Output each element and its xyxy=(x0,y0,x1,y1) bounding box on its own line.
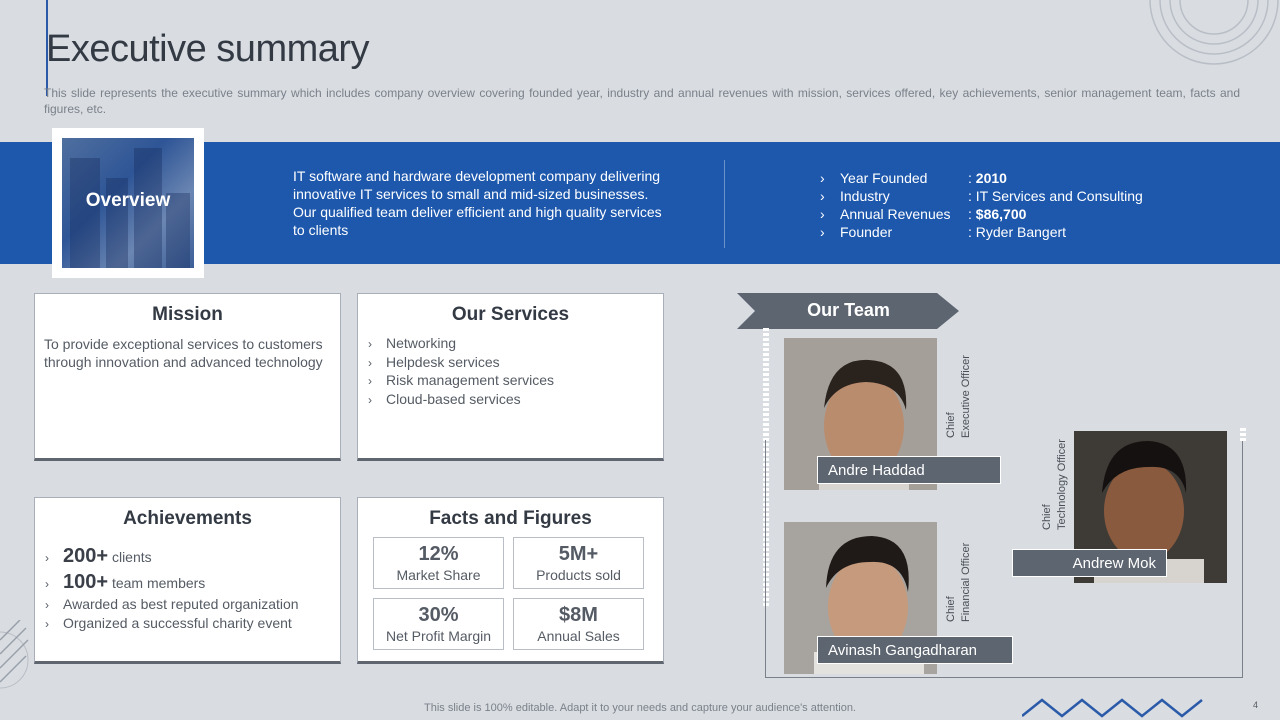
chevron-right-icon: › xyxy=(368,355,372,370)
figure-label: Net Profit Margin xyxy=(385,628,492,644)
role-line: Chief xyxy=(945,412,957,438)
services-list xyxy=(368,335,554,409)
fact-value-text: $86,700 xyxy=(975,206,1027,222)
fact-key: Annual Revenues xyxy=(840,206,951,222)
facts-figures-card xyxy=(357,497,664,664)
figure-value: $8M xyxy=(559,604,598,626)
chevron-right-icon: › xyxy=(45,598,49,612)
achievements-list xyxy=(45,544,299,633)
figure-box-annual-sales xyxy=(513,598,644,650)
achievement-text: Awarded as best reputed organization xyxy=(63,596,299,612)
role-line: Chief xyxy=(1041,504,1053,530)
overview-label: Overview xyxy=(85,190,171,211)
list-item xyxy=(45,615,299,634)
achievement-number: 100+ xyxy=(63,571,109,593)
role-line: Chief xyxy=(945,596,957,622)
role-line: Technology Officer xyxy=(1056,439,1068,530)
fact-value-text: 2010 xyxy=(975,170,1007,186)
team-title: Our Team xyxy=(807,300,890,320)
chevron-right-icon: › xyxy=(820,188,825,204)
fact-key: Industry xyxy=(840,188,890,204)
achievement-text: clients xyxy=(111,549,152,565)
chevron-right-icon: › xyxy=(820,224,825,240)
team-member-name: Andre Haddad xyxy=(817,456,1001,484)
facts-figures-title: Facts and Figures xyxy=(429,508,592,529)
team-member-role xyxy=(944,522,974,622)
list-item xyxy=(368,372,554,391)
achievement-text: Organized a successful charity event xyxy=(63,614,292,631)
figure-box-market-share xyxy=(373,537,504,589)
list-item xyxy=(368,335,554,354)
chevron-right-icon: › xyxy=(820,170,825,186)
service-label: Cloud-based services xyxy=(386,390,521,407)
achievement-number: 200+ xyxy=(63,545,109,567)
chevron-right-icon: › xyxy=(45,616,49,631)
mission-title: Mission xyxy=(152,304,223,325)
mission-card xyxy=(34,293,341,461)
company-facts xyxy=(820,169,1143,241)
fact-industry xyxy=(820,187,1143,205)
team-member-role xyxy=(944,338,974,438)
fact-value: : IT Services and Consulting xyxy=(968,188,1143,204)
figure-box-products-sold xyxy=(513,537,644,589)
decorative-circles xyxy=(1130,0,1280,70)
figure-value: 5M+ xyxy=(558,543,599,565)
figure-value: 30% xyxy=(418,604,459,626)
list-item xyxy=(368,354,554,373)
fact-key: Founder xyxy=(840,224,893,240)
chevron-right-icon: › xyxy=(368,337,372,351)
figure-label: Products sold xyxy=(536,567,621,583)
team-connector-dots xyxy=(1240,428,1246,442)
achievement-text: team members xyxy=(111,575,206,591)
fact-value: : 2010 xyxy=(968,170,1007,186)
fact-value: : $86,700 xyxy=(968,206,1027,222)
fact-value-text: IT Services and Consulting xyxy=(975,188,1143,204)
fact-value: : Ryder Bangert xyxy=(968,224,1067,240)
figure-box-net-profit xyxy=(373,598,504,650)
team-member-role xyxy=(1040,420,1070,530)
service-label: Risk management services xyxy=(386,372,555,388)
fact-year-founded xyxy=(820,169,1143,187)
page-title: Executive summary xyxy=(46,28,370,70)
list-item xyxy=(45,596,299,615)
page-number: 4 xyxy=(1253,700,1259,710)
service-label: Networking xyxy=(386,335,457,351)
list-item xyxy=(368,391,554,410)
list-item xyxy=(45,544,299,570)
role-line: Financial Officer xyxy=(960,542,972,622)
overview-separator xyxy=(724,160,725,248)
achievements-title: Achievements xyxy=(123,508,252,529)
chevron-right-icon: › xyxy=(368,392,372,407)
fact-annual-revenues xyxy=(820,205,1143,223)
role-line: Executive Officer xyxy=(960,355,972,438)
chevron-right-icon: › xyxy=(45,551,49,565)
service-label: Helpdesk services xyxy=(386,353,500,370)
achievements-card xyxy=(34,497,341,664)
mission-text: To provide exceptional services to customers through innovation and advanced technology xyxy=(44,336,323,370)
fact-value-text: Ryder Bangert xyxy=(975,224,1067,240)
fact-founder xyxy=(820,223,1143,241)
chevron-right-icon: › xyxy=(45,577,49,591)
chevron-right-icon: › xyxy=(820,206,825,222)
overview-description: IT software and hardware development company delivering innovative IT services to small and mid-sized businesses. Our qualified team deliver efficient and high quality services to clients xyxy=(293,168,662,238)
chevron-right-icon: › xyxy=(368,374,372,388)
footer-note: This slide is 100% editable. Adapt it to your needs and capture your audience's attention. xyxy=(424,702,856,714)
services-card xyxy=(357,293,664,461)
team-member-name: Andrew Mok xyxy=(1012,549,1167,577)
decorative-diagonal-lines xyxy=(0,620,30,700)
figure-label: Market Share xyxy=(396,567,481,583)
figure-value: 12% xyxy=(418,543,459,565)
figure-label: Annual Sales xyxy=(537,628,620,644)
team-member-name: Avinash Gangadharan xyxy=(817,636,1013,664)
fact-key: Year Founded xyxy=(840,170,928,186)
list-item xyxy=(45,570,299,596)
services-title: Our Services xyxy=(451,304,570,325)
page-subtitle: This slide represents the executive summary which includes company overview covering founded year, industry and annual revenues with mission, services offered, key achievements, senior management team, facts and figures, etc. xyxy=(44,86,1240,116)
